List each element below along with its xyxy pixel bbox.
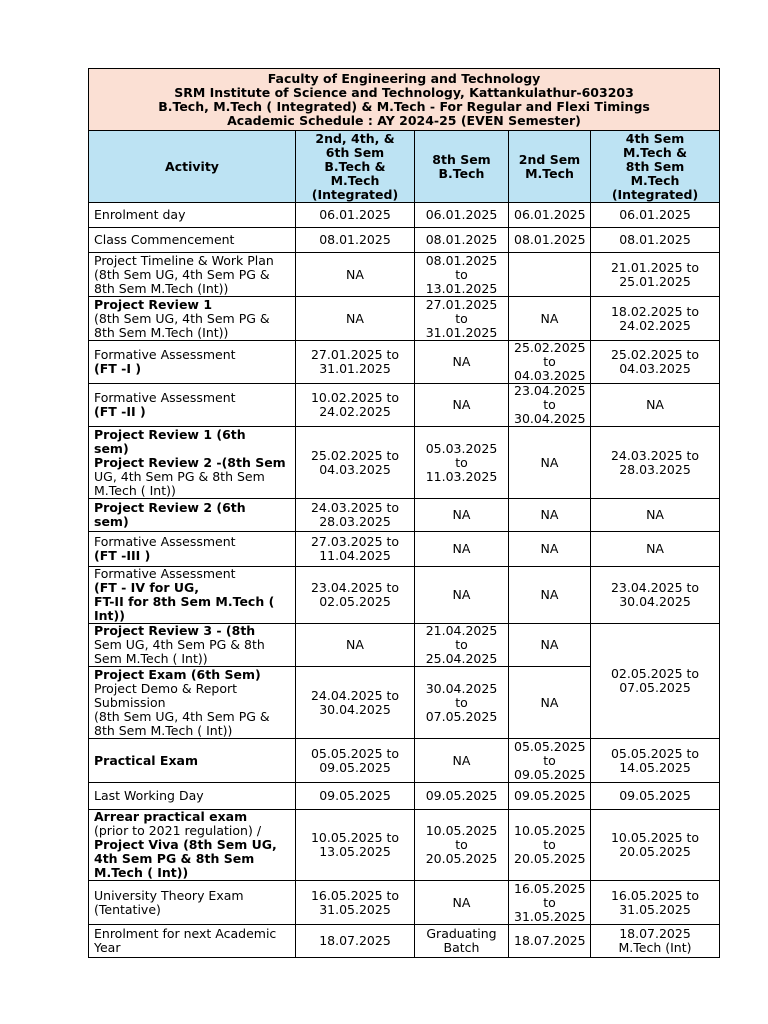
cell-line: 25.02.2025	[514, 340, 586, 355]
date-cell	[509, 427, 591, 499]
cell-line: 13.01.2025	[425, 280, 498, 296]
cell-line: 31.05.2025	[619, 901, 691, 917]
date-cell	[591, 297, 720, 341]
cell-line: NA	[346, 637, 364, 652]
activity-cell	[89, 341, 296, 384]
cell-line: 30.04.2025	[514, 411, 586, 426]
cell-line: 10.05.2025	[425, 823, 498, 838]
table-row	[89, 810, 720, 881]
activity-line: Project Viva (8th Sem UG,	[94, 837, 277, 852]
column-header-2	[415, 131, 509, 203]
cell-line: 09.05.2025	[425, 788, 498, 803]
activity-line: (prior to 2021 regulation) /	[94, 823, 262, 838]
activity-line: Formative Assessment	[94, 534, 236, 549]
date-cell	[415, 624, 509, 667]
activity-line: Practical Exam	[94, 752, 198, 768]
activity-line: Sem M.Tech ( Int))	[94, 651, 208, 666]
activity-column-header: Activity	[89, 131, 296, 203]
date-cell	[415, 567, 509, 624]
cell-line: to	[543, 837, 556, 852]
column-header-line: B.Tech &	[324, 158, 386, 174]
cell-line: 14.05.2025	[619, 759, 691, 775]
activity-line: (FT -II )	[94, 404, 146, 419]
cell-line: 30.04.2025	[319, 701, 391, 717]
column-header-line: M.Tech	[525, 165, 574, 181]
date-cell	[415, 203, 509, 228]
cell-line: 05.05.2025	[514, 738, 586, 754]
date-cell	[509, 228, 591, 253]
date-cell	[296, 203, 415, 228]
cell-line: 24.04.2025 to	[310, 687, 400, 703]
faculty-title: Faculty of Engineering and Technology	[267, 70, 541, 86]
cell-line: 27.01.2025 to	[310, 347, 400, 362]
table-row	[89, 881, 720, 925]
activity-line: Formative Assessment	[94, 566, 236, 581]
cell-line: NA	[646, 397, 664, 412]
column-header-line: M.Tech	[630, 172, 680, 188]
date-cell	[296, 499, 415, 532]
cell-line: 30.04.2025	[619, 594, 691, 609]
cell-line: NA	[452, 507, 471, 522]
date-cell	[591, 384, 720, 427]
cell-line: 20.05.2025	[619, 844, 691, 859]
date-cell	[415, 783, 509, 810]
cell-line: 24.02.2025	[319, 404, 391, 419]
cell-line: to	[455, 310, 468, 326]
cell-line: 06.01.2025	[619, 207, 691, 222]
cell-line: 23.04.2025 to	[310, 580, 400, 595]
date-cell	[415, 667, 509, 739]
activity-line: 8th Sem M.Tech (Int))	[94, 280, 229, 296]
cell-line: NA	[540, 587, 559, 602]
activity-line: Int))	[94, 608, 125, 623]
activity-line: (FT -I )	[94, 361, 142, 376]
cell-line: 09.05.2025	[514, 766, 586, 782]
cell-line: 23.04.2025 to	[610, 580, 700, 595]
cell-line: 08.01.2025	[425, 252, 498, 268]
activity-cell	[89, 881, 296, 925]
date-cell	[591, 810, 720, 881]
date-cell	[415, 427, 509, 499]
activity-cell	[89, 532, 296, 567]
cell-line: 18.02.2025 to	[610, 303, 700, 319]
activity-line: Formative Assessment	[94, 347, 236, 362]
table-row	[89, 203, 720, 228]
date-cell	[509, 881, 591, 925]
table-row	[89, 384, 720, 427]
cell-line: 16.05.2025 to	[310, 887, 400, 903]
activity-line: FT-II for 8th Sem M.Tech (	[94, 594, 275, 609]
activity-line: (Tentative)	[94, 901, 161, 917]
cell-line: 21.04.2025	[425, 623, 498, 638]
date-cell	[296, 567, 415, 624]
date-cell	[415, 297, 509, 341]
table-row	[89, 783, 720, 810]
cell-line: NA	[452, 894, 471, 910]
activity-cell	[89, 203, 296, 228]
column-header-1	[296, 131, 415, 203]
date-cell	[296, 253, 415, 297]
column-header-line: M.Tech &	[622, 144, 688, 160]
date-cell	[591, 203, 720, 228]
activity-line: Project Review 3 - (8th	[94, 623, 256, 638]
cell-line: NA	[646, 507, 664, 522]
activity-line: Formative Assessment	[94, 390, 236, 405]
cell-line: to	[543, 894, 556, 910]
date-cell	[296, 228, 415, 253]
activity-line: Project Demo & Report	[94, 680, 238, 696]
date-cell	[509, 341, 591, 384]
activity-line: UG, 4th Sem PG & 8th Sem	[94, 468, 265, 484]
cell-line: 06.01.2025	[514, 207, 586, 222]
activity-line: Last Working Day	[94, 788, 204, 803]
date-cell	[591, 253, 720, 297]
activity-cell	[89, 925, 296, 958]
cell-line: 20.05.2025	[425, 851, 498, 866]
date-cell	[296, 297, 415, 341]
cell-line: NA	[540, 454, 559, 470]
activity-line: Arrear practical exam	[94, 809, 248, 824]
cell-line: 31.01.2025	[319, 361, 391, 376]
cell-line: 24.03.2025 to	[310, 500, 400, 515]
document-title	[89, 69, 720, 131]
date-cell	[296, 624, 415, 667]
cell-line: NA	[540, 637, 559, 652]
cell-line: 09.05.2025	[619, 788, 691, 803]
date-cell	[591, 532, 720, 567]
date-cell	[296, 667, 415, 739]
activity-line: M.Tech ( Int))	[94, 865, 189, 880]
cell-line: NA	[540, 310, 559, 326]
activity-line: Enrolment for next Academic	[94, 926, 277, 941]
cell-line: 05.05.2025 to	[310, 745, 400, 761]
cell-line: 25.02.2025 to	[610, 347, 700, 362]
date-cell	[415, 228, 509, 253]
date-cell	[591, 925, 720, 958]
activity-line: Year	[94, 940, 121, 955]
activity-cell	[89, 297, 296, 341]
activity-line: Sem UG, 4th Sem PG & 8th	[94, 637, 265, 652]
activity-line: (8th Sem UG, 4th Sem PG &	[94, 266, 270, 282]
date-cell	[296, 810, 415, 881]
date-cell	[591, 739, 720, 783]
institute-title: SRM Institute of Science and Technology, Kattankulathur-603203	[174, 84, 634, 100]
date-cell	[509, 567, 591, 624]
activity-line: (FT -III )	[94, 548, 151, 563]
activity-line: M.Tech ( Int))	[94, 482, 176, 498]
cell-line: 31.05.2025	[514, 908, 586, 924]
activity-line: Submission	[94, 694, 166, 710]
date-cell	[415, 810, 509, 881]
activity-cell	[89, 810, 296, 881]
cell-line: 31.01.2025	[425, 324, 498, 340]
cell-line: Batch	[443, 940, 480, 955]
cell-line: 10.05.2025 to	[310, 830, 400, 845]
cell-line: NA	[540, 541, 559, 556]
cell-line: to	[455, 694, 468, 710]
activity-cell	[89, 567, 296, 624]
column-header-line: 2nd Sem	[518, 151, 581, 167]
date-cell	[415, 739, 509, 783]
date-cell	[509, 810, 591, 881]
cell-line: 27.03.2025 to	[310, 534, 400, 549]
cell-line: 09.05.2025	[319, 759, 391, 775]
date-cell	[509, 624, 591, 667]
cell-line: 25.04.2025	[425, 651, 498, 666]
date-cell	[415, 881, 509, 925]
cell-line: 13.05.2025	[319, 844, 391, 859]
cell-line: to	[455, 454, 468, 470]
cell-line: 31.05.2025	[319, 901, 391, 917]
cell-line: 28.03.2025	[319, 514, 391, 529]
cell-line: 08.01.2025	[619, 232, 691, 247]
activity-cell	[89, 253, 296, 297]
cell-line: 02.05.2025	[319, 594, 391, 609]
activity-line: 4th Sem PG & 8th Sem	[94, 851, 255, 866]
cell-line: 24.03.2025 to	[610, 447, 700, 463]
cell-line: 25.01.2025	[619, 273, 691, 289]
date-cell	[591, 783, 720, 810]
date-cell	[591, 881, 720, 925]
column-header-line: 2nd, 4th, &	[315, 130, 395, 146]
date-cell	[415, 253, 509, 297]
cell-line: 16.05.2025	[514, 880, 586, 896]
title-row	[89, 69, 720, 131]
date-cell	[509, 739, 591, 783]
activity-line: (8th Sem UG, 4th Sem PG &	[94, 708, 270, 724]
date-cell	[509, 253, 591, 297]
activity-line: Project Review 2 -(8th Sem	[94, 454, 286, 470]
activity-line: 8th Sem M.Tech ( Int))	[94, 722, 233, 738]
date-cell	[509, 532, 591, 567]
date-cell	[591, 228, 720, 253]
activity-line: sem)	[94, 514, 129, 529]
cell-line: 23.04.2025	[514, 383, 586, 398]
activity-line: Project Exam (6th Sem)	[94, 666, 261, 682]
academic-schedule-table	[88, 68, 720, 958]
cell-line: 06.01.2025	[425, 207, 498, 222]
cell-line: 10.05.2025	[514, 823, 586, 838]
activity-line: Project Timeline & Work Plan	[94, 252, 274, 268]
cell-line: NA	[346, 310, 364, 326]
table-row	[89, 739, 720, 783]
cell-line: to	[455, 637, 468, 652]
cell-line: 07.05.2025	[619, 680, 691, 695]
cell-line: 04.03.2025	[319, 461, 391, 477]
cell-line: 06.01.2025	[319, 207, 391, 222]
cell-line: NA	[452, 752, 471, 768]
cell-line: 08.01.2025	[514, 232, 586, 247]
activity-cell	[89, 739, 296, 783]
cell-line: 30.04.2025	[425, 680, 498, 696]
table-row	[89, 532, 720, 567]
date-cell	[296, 739, 415, 783]
cell-line: 24.02.2025	[619, 317, 691, 333]
cell-line: 18.07.2025	[619, 926, 691, 941]
date-cell	[591, 427, 720, 499]
date-cell	[509, 783, 591, 810]
cell-line: to	[543, 397, 556, 412]
cell-line: 04.03.2025	[619, 361, 691, 376]
date-cell	[296, 925, 415, 958]
activity-line: sem)	[94, 440, 129, 456]
date-cell	[415, 532, 509, 567]
table-row	[89, 297, 720, 341]
date-cell	[591, 499, 720, 532]
cell-line: 08.01.2025	[319, 232, 391, 247]
cell-line: 11.03.2025	[425, 468, 498, 484]
table-row	[89, 624, 720, 667]
table-row	[89, 341, 720, 384]
table-row	[89, 925, 720, 958]
cell-line: 25.02.2025 to	[310, 447, 400, 463]
programs-title: B.Tech, M.Tech ( Integrated) & M.Tech - For Regular and Flexi Timings	[158, 98, 650, 114]
column-header-line: (Integrated)	[611, 186, 699, 202]
cell-line: 10.02.2025 to	[310, 390, 400, 405]
date-cell	[509, 499, 591, 532]
cell-line: 05.05.2025 to	[610, 745, 700, 761]
column-header-row	[89, 131, 720, 203]
date-cell	[415, 384, 509, 427]
cell-line: 09.05.2025	[514, 788, 586, 803]
cell-line: M.Tech (Int)	[618, 940, 692, 955]
date-cell	[415, 499, 509, 532]
cell-line: Graduating	[426, 926, 497, 941]
cell-line: 27.01.2025	[425, 296, 498, 312]
date-cell	[591, 624, 720, 739]
activity-line: Project Review 1	[94, 296, 213, 312]
cell-line: 08.01.2025	[425, 232, 498, 247]
cell-line: NA	[452, 587, 471, 602]
cell-line: NA	[452, 354, 471, 369]
table-row	[89, 228, 720, 253]
date-cell	[415, 341, 509, 384]
date-cell	[509, 297, 591, 341]
date-cell	[296, 532, 415, 567]
cell-line: NA	[540, 694, 559, 710]
activity-line: Project Review 2 (6th	[94, 500, 246, 515]
table-row	[89, 499, 720, 532]
cell-line: NA	[346, 266, 364, 282]
date-cell	[296, 783, 415, 810]
cell-line: 28.03.2025	[619, 461, 691, 477]
date-cell	[591, 341, 720, 384]
column-header-line: 6th Sem	[325, 144, 385, 160]
schedule-title: Academic Schedule : AY 2024-25 (EVEN Semester)	[227, 112, 581, 128]
activity-cell	[89, 783, 296, 810]
column-header-line: 4th Sem	[625, 130, 685, 146]
date-cell	[296, 881, 415, 925]
activity-cell	[89, 228, 296, 253]
cell-line: 10.05.2025 to	[610, 830, 700, 845]
cell-line: 02.05.2025 to	[610, 666, 700, 681]
cell-line: 07.05.2025	[425, 708, 498, 724]
date-cell	[296, 427, 415, 499]
date-cell	[509, 925, 591, 958]
activity-cell	[89, 667, 296, 739]
cell-line: 09.05.2025	[319, 788, 391, 803]
column-header-line: M.Tech	[330, 172, 380, 188]
cell-line: NA	[646, 541, 664, 556]
activity-line: Project Review 1 (6th	[94, 426, 246, 442]
cell-line: to	[455, 266, 468, 282]
date-cell	[509, 203, 591, 228]
cell-line: 21.01.2025 to	[610, 259, 700, 275]
activity-cell	[89, 499, 296, 532]
cell-line: 18.07.2025	[514, 933, 586, 948]
activity-cell	[89, 384, 296, 427]
column-header-4	[591, 131, 720, 203]
column-header-line: 8th Sem	[625, 158, 685, 174]
table-row	[89, 253, 720, 297]
activity-line: (8th Sem UG, 4th Sem PG &	[94, 310, 270, 326]
cell-line: to	[543, 354, 556, 369]
cell-line: NA	[452, 397, 471, 412]
cell-line: to	[455, 837, 468, 852]
cell-line: 05.03.2025	[425, 440, 498, 456]
table-row	[89, 427, 720, 499]
cell-line: 04.03.2025	[514, 368, 586, 383]
column-header-line: (Integrated)	[311, 186, 399, 202]
date-cell	[296, 384, 415, 427]
date-cell	[296, 341, 415, 384]
activity-line: Enrolment day	[94, 207, 186, 222]
cell-line: 18.07.2025	[319, 933, 391, 948]
activity-line: (FT - IV for UG,	[94, 580, 200, 595]
activity-line: 8th Sem M.Tech (Int))	[94, 324, 229, 340]
column-header-line: 8th Sem	[432, 151, 491, 167]
date-cell	[509, 384, 591, 427]
cell-line: 16.05.2025 to	[610, 887, 700, 903]
column-header-line: B.Tech	[438, 165, 485, 181]
cell-line: 11.04.2025	[319, 548, 391, 563]
activity-cell	[89, 427, 296, 499]
cell-line: NA	[452, 541, 471, 556]
date-cell	[415, 925, 509, 958]
activity-cell	[89, 624, 296, 667]
cell-line: to	[543, 752, 556, 768]
activity-line: University Theory Exam	[94, 887, 244, 903]
date-cell	[591, 567, 720, 624]
table-row	[89, 567, 720, 624]
column-header-3	[509, 131, 591, 203]
date-cell	[509, 667, 591, 739]
cell-line: 20.05.2025	[514, 851, 586, 866]
cell-line: NA	[540, 507, 559, 522]
activity-line: Class Commencement	[94, 232, 235, 247]
